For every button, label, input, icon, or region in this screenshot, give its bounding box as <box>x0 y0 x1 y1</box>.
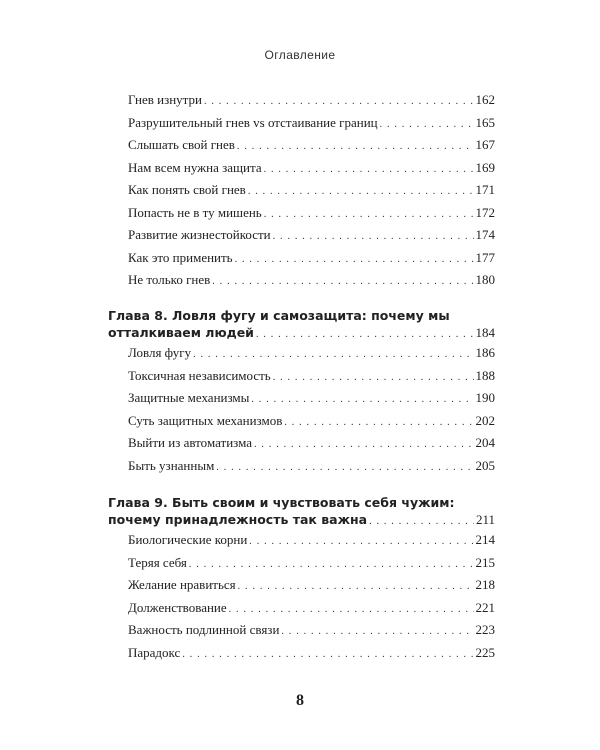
toc-entry-title: Теряя себя <box>128 554 187 570</box>
toc-entry-title: Нам всем нужна защита <box>128 159 262 175</box>
toc-chapter-9 <box>108 494 495 667</box>
toc-entry-page: 165 <box>475 114 495 130</box>
leader-dots <box>212 276 473 287</box>
toc-entry-title: Слышать свой гнев <box>128 137 235 152</box>
toc-entry-title: Как понять свой гнев <box>128 182 246 197</box>
toc-entry[interactable] <box>108 413 495 436</box>
running-head: Оглавление <box>264 48 336 62</box>
leader-dots <box>264 164 474 175</box>
toc-entry-page: 172 <box>475 204 495 220</box>
leader-dots <box>216 462 473 473</box>
toc-entry[interactable] <box>108 115 495 138</box>
leader-dots <box>193 349 473 360</box>
leader-dots <box>369 516 474 527</box>
toc-entry[interactable] <box>108 435 495 458</box>
toc-entry-page: 177 <box>475 249 495 265</box>
toc-entry-page: 218 <box>475 577 495 592</box>
toc-entry[interactable] <box>108 345 495 368</box>
leader-dots <box>281 626 473 637</box>
toc-entry[interactable] <box>108 390 495 413</box>
toc-chapter-8 <box>108 307 495 480</box>
toc-entry-page: 225 <box>475 644 495 660</box>
toc-entry-title: Разрушительный гнев vs отстаивание границ <box>128 114 378 130</box>
toc-entry-title: Как это применить <box>128 249 233 265</box>
toc-entry-page: 180 <box>475 272 495 287</box>
toc-entry-page: 186 <box>475 345 495 360</box>
toc-entry-page: 190 <box>475 390 495 405</box>
toc-entry[interactable] <box>108 555 495 578</box>
leader-dots <box>238 581 474 592</box>
leader-dots <box>256 329 474 340</box>
toc-entry-title: Быть узнанным <box>128 457 215 473</box>
leader-dots <box>229 604 474 615</box>
toc-entry[interactable] <box>108 600 495 623</box>
toc-entry-title: Развитие жизнестойкости <box>128 227 271 242</box>
chapter-title-line: Глава 8. Ловля фугу и самозащита: почему мы <box>108 308 450 323</box>
toc-entry-title: Суть защитных механизмов <box>128 412 283 428</box>
toc-entry-title: Выйти из автоматизма <box>128 435 253 450</box>
chapter-title-line: Глава 9. Быть своим и чувствовать себя чужим: <box>108 495 455 510</box>
toc-entry-page: 167 <box>475 137 495 152</box>
leader-dots <box>273 372 474 383</box>
leader-dots <box>380 119 474 130</box>
leader-dots <box>273 231 474 242</box>
toc-entry[interactable] <box>108 250 495 273</box>
toc-entry-title: Важность подлинной связи <box>128 622 280 637</box>
toc-entry-title: Не только гнев <box>128 272 211 287</box>
leader-dots <box>264 209 474 220</box>
leader-dots <box>254 439 473 450</box>
toc-entry-title: Долженствование <box>128 599 227 615</box>
toc-entry[interactable] <box>108 368 495 391</box>
toc-entry[interactable] <box>108 160 495 183</box>
leader-dots <box>237 141 474 152</box>
toc-entry-title: Желание нравиться <box>128 577 236 592</box>
toc-entry[interactable] <box>108 205 495 228</box>
toc-entry-page: 221 <box>475 599 495 615</box>
chapter-title-line: почему принадлежность так важна <box>108 512 368 527</box>
toc-entry[interactable] <box>108 182 495 205</box>
toc-entry-title: Биологические корни <box>128 532 248 547</box>
toc-entry[interactable] <box>108 577 495 600</box>
toc-entry[interactable] <box>108 532 495 555</box>
leader-dots <box>248 186 474 197</box>
toc-entry-title: Защитные механизмы <box>128 390 250 405</box>
leader-dots <box>235 254 474 265</box>
chapter-page: 184 <box>475 325 495 340</box>
page-number: 8 <box>296 692 304 709</box>
toc-entry-title: Токсичная независимость <box>128 367 271 383</box>
toc-entry[interactable] <box>108 227 495 250</box>
toc-entry[interactable] <box>108 458 495 481</box>
toc-entry-page: 174 <box>475 227 495 242</box>
toc-entry-title: Парадокс <box>128 644 181 660</box>
leader-dots <box>284 417 473 428</box>
toc-entry-page: 169 <box>475 159 495 175</box>
leader-dots <box>182 649 473 660</box>
chapter-heading[interactable] <box>108 494 495 532</box>
toc-entry[interactable] <box>108 137 495 160</box>
toc-entry-page: 162 <box>475 92 495 107</box>
leader-dots <box>189 559 474 570</box>
toc-entry[interactable] <box>108 622 495 645</box>
toc-entry[interactable] <box>108 92 495 115</box>
toc-entry-title: Попасть не в ту мишень <box>128 204 262 220</box>
toc-entry-page: 215 <box>475 554 495 570</box>
toc-entry-page: 188 <box>475 367 495 383</box>
chapter-title-line: отталкиваем людей <box>108 325 254 340</box>
leader-dots <box>251 394 473 405</box>
toc-entry-title: Ловля фугу <box>128 345 192 360</box>
toc-entry[interactable] <box>108 645 495 668</box>
leader-dots <box>249 536 473 547</box>
chapter-heading[interactable] <box>108 307 495 345</box>
toc-entry-page: 205 <box>475 457 495 473</box>
toc-entry[interactable] <box>108 272 495 295</box>
toc-entry-page: 223 <box>475 622 495 637</box>
toc-entry-page: 214 <box>475 532 495 547</box>
toc-entry-page: 202 <box>475 412 495 428</box>
toc-entry-page: 204 <box>475 435 495 450</box>
chapter-page: 211 <box>475 512 495 527</box>
toc-entry-page: 171 <box>475 182 495 197</box>
toc-entry-title: Гнев изнутри <box>128 92 202 107</box>
leader-dots <box>204 96 474 107</box>
toc-section-list <box>108 92 495 295</box>
